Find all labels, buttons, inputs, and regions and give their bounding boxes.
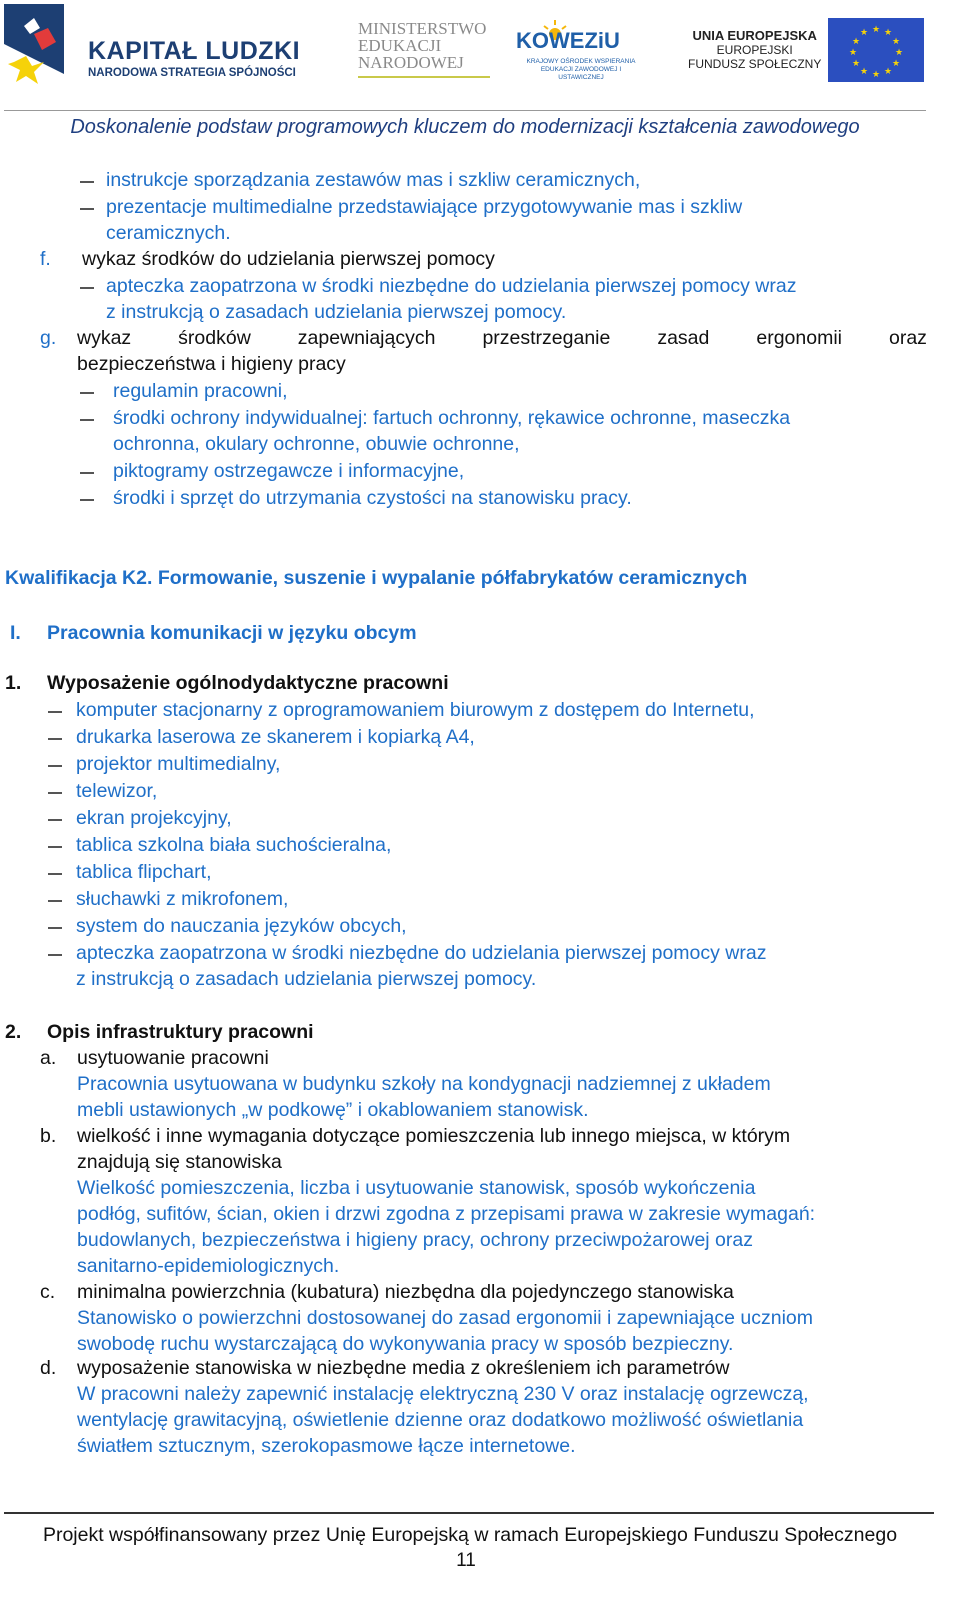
list-item: prezentacje multimedialne przedstawiające przygotowywanie mas i szkliw [106,196,743,218]
section-g-title-word: ergonomii [756,327,842,349]
list-item: tablica szkolna biała suchościeralna, [76,834,392,856]
list-item: projektor multimedialny, [76,753,281,775]
header-logos [0,0,960,112]
svg-text:★: ★ [883,67,893,77]
list-dash [80,472,94,474]
list-dash [48,900,62,902]
list-item: tablica flipchart, [76,861,212,883]
list-dash [48,711,62,713]
list-item: słuchawki z mikrofonem, [76,888,289,910]
kapital-ludzki-title: KAPITAŁ LUDZKI [88,37,301,65]
subsection-a-text: Pracownia usytuowana w budynku szkoły na kondygnacji nadziemnej z układem [77,1073,771,1095]
section-f-title: wykaz środków do udzielania pierwszej pomocy [82,248,495,270]
eu-logo-line2: EUROPEJSKI [716,43,793,57]
svg-text:★: ★ [891,59,901,69]
svg-text:★: ★ [894,48,904,58]
list-item: środki ochrony indywidualnej: fartuch ochronny, rękawice ochronne, maseczka [113,407,791,429]
list-item: komputer stacjonarny z oprogramowaniem biurowym z dostępem do Internetu, [76,699,755,721]
section-g-title [77,325,927,351]
list-dash [80,392,94,394]
list-item: ceramicznych. [106,222,231,244]
list-item: drukarka laserowa ze skanerem i kopiarką A4, [76,726,475,748]
eu-logo-line1: UNIA EUROPEJSKA [692,28,817,43]
list-dash [80,499,94,501]
subsection-d-text: W pracowni należy zapewnić instalację elektryczną 230 V oraz instalację ogrzewczą, [77,1383,809,1405]
list-item: system do nauczania języków obcych, [76,915,407,937]
list-dash [48,765,62,767]
list-item: regulamin pracowni, [113,380,288,402]
list-dash [48,873,62,875]
svg-text:★: ★ [891,37,901,47]
list-dash [48,927,62,929]
subsection-c-title: minimalna powierzchnia (kubatura) niezbędna dla pojedynczego stanowiska [77,1281,734,1303]
section-g-title-word: wykaz [77,327,132,349]
subsection-c-text: Stanowisko o powierzchni dostosowanej do zasad ergonomii i zapewniające uczniom [77,1307,813,1329]
subsection-b-text: podłóg, sufitów, ścian, okien i drzwi zgodna z przepisami prawa w zakresie wymagań: [77,1203,816,1225]
list-dash [80,181,94,183]
list-dash [48,954,62,956]
subsection-b-title: wielkość i inne wymagania dotyczące pomieszczenia lub innego miejsca, w którym [77,1125,791,1147]
svg-text:★: ★ [871,70,881,80]
eu-logo-text [688,28,821,71]
subsection-b-title: znajdują się stanowiska [77,1151,282,1173]
svg-text:★: ★ [871,25,881,35]
subsection-c-marker: c. [40,1281,56,1303]
koweziu-title: KOWEZiU [516,28,620,53]
list-item: ekran projekcyjny, [76,807,232,829]
subsection-b-text: budowlanych, bezpieczeństwa i higieny pracy, ochrony przeciwpożarowej oraz [77,1229,753,1251]
list-item: ochronna, okulary ochronne, obuwie ochronne, [113,433,520,455]
subsection-d-title: wyposażenie stanowiska w niezbędne media z określeniem ich parametrów [77,1357,730,1379]
section-g-marker: g. [40,327,57,349]
page-number: 11 [456,1550,476,1571]
pracownia-marker: I. [10,622,21,644]
equipment-marker: 1. [5,672,22,694]
eu-flag-icon [828,18,924,82]
footer-text: Projekt współfinansowany przez Unię Europejską w ramach Europejskiego Funduszu Społecznego [42,1524,898,1546]
subsection-a-marker: a. [40,1047,57,1069]
men-logo-line: EDUKACJI [358,36,442,55]
subsection-d-text: wentylację grawitacyjną, oświetlenie dzienne oraz dodatkowo możliwość oświetlania [77,1409,804,1431]
list-item: telewizor, [76,780,158,802]
subsection-c-text: swobodę ruchu wystarczającą do wykonywania pracy w sposób bezpieczny. [77,1333,734,1355]
subsection-b-marker: b. [40,1125,57,1147]
list-dash [48,792,62,794]
list-item: piktogramy ostrzegawcze i informacyjne, [113,460,465,482]
list-item: z instrukcją o zasadach udzielania pierwszej pomocy. [76,968,537,990]
list-dash [48,819,62,821]
list-item: z instrukcją o zasadach udzielania pierwszej pomocy. [106,301,567,323]
men-logo-line: MINISTERSTWO [358,19,487,38]
list-dash [48,846,62,848]
svg-text:★: ★ [883,28,893,38]
infrastructure-heading: Opis infrastruktury pracowni [47,1021,314,1043]
section-g-title-word: zapewniających [297,327,436,349]
kapital-ludzki-subtitle: NARODOWA STRATEGIA SPÓJNOŚCI [88,67,296,79]
list-dash [80,287,94,289]
subsection-d-text: światłem sztucznym, szerokopasmowe łącze internetowe. [77,1435,576,1457]
list-dash [80,419,94,421]
qualification-heading: Kwalifikacja K2. Formowanie, suszenie i wypalanie półfabrykatów ceramicznych [5,567,748,589]
section-g-title-word: zasad [657,327,710,349]
section-g-title-word: oraz [888,327,927,349]
document-title: Doskonalenie podstaw programowych kluczem do modernizacji kształcenia zawodowego [70,116,860,138]
subsection-a-title: usytuowanie pracowni [77,1047,269,1069]
svg-text:★: ★ [859,28,869,38]
list-item: apteczka zaopatrzona w środki niezbędne do udzielania pierwszej pomocy wraz [106,275,797,297]
section-g-title-word: środków [178,327,251,349]
section-g-title-line2: bezpieczeństwa i higieny pracy [77,353,346,375]
men-logo-underline [358,76,490,78]
list-item: środki i sprzęt do utrzymania czystości na stanowisku pracy. [113,487,632,509]
section-f-marker: f. [40,248,51,270]
subsection-d-marker: d. [40,1357,57,1379]
equipment-heading: Wyposażenie ogólnodydaktyczne pracowni [47,672,449,694]
list-item: instrukcje sporządzania zestawów mas i szkliw ceramicznych, [106,169,641,191]
list-dash [48,738,62,740]
subsection-a-text: mebli ustawionych „w podkowę” i okablowaniem stanowisk. [77,1099,589,1121]
eu-logo-line3: FUNDUSZ SPOŁECZNY [688,57,822,71]
men-logo [358,20,486,71]
list-item: apteczka zaopatrzona w środki niezbędne do udzielania pierwszej pomocy wraz [76,942,767,964]
subsection-b-text: sanitarno-epidemiologicznych. [77,1255,340,1277]
header-divider [4,110,926,111]
svg-text:★: ★ [851,59,861,69]
koweziu-subtitle: KRAJOWY OŚRODEK WSPIERANIA EDUKACJI ZAWODOWEJ I USTAWICZNEJ [526,58,636,81]
list-dash [80,208,94,210]
footer-divider [4,1512,934,1514]
koweziu-logo [516,20,636,81]
kapital-ludzki-emblem-icon [4,4,64,102]
svg-text:★: ★ [859,67,869,77]
kapital-ludzki-logo [88,38,300,80]
men-logo-line: NARODOWEJ [358,53,464,72]
infrastructure-marker: 2. [5,1021,22,1043]
section-g-title-word: przestrzeganie [482,327,611,349]
svg-text:★: ★ [848,48,858,58]
subsection-b-text: Wielkość pomieszczenia, liczba i usytuowanie stanowisk, sposób wykończenia [77,1177,756,1199]
pracownia-heading: Pracownia komunikacji w języku obcym [47,622,417,644]
svg-text:★: ★ [851,37,861,47]
